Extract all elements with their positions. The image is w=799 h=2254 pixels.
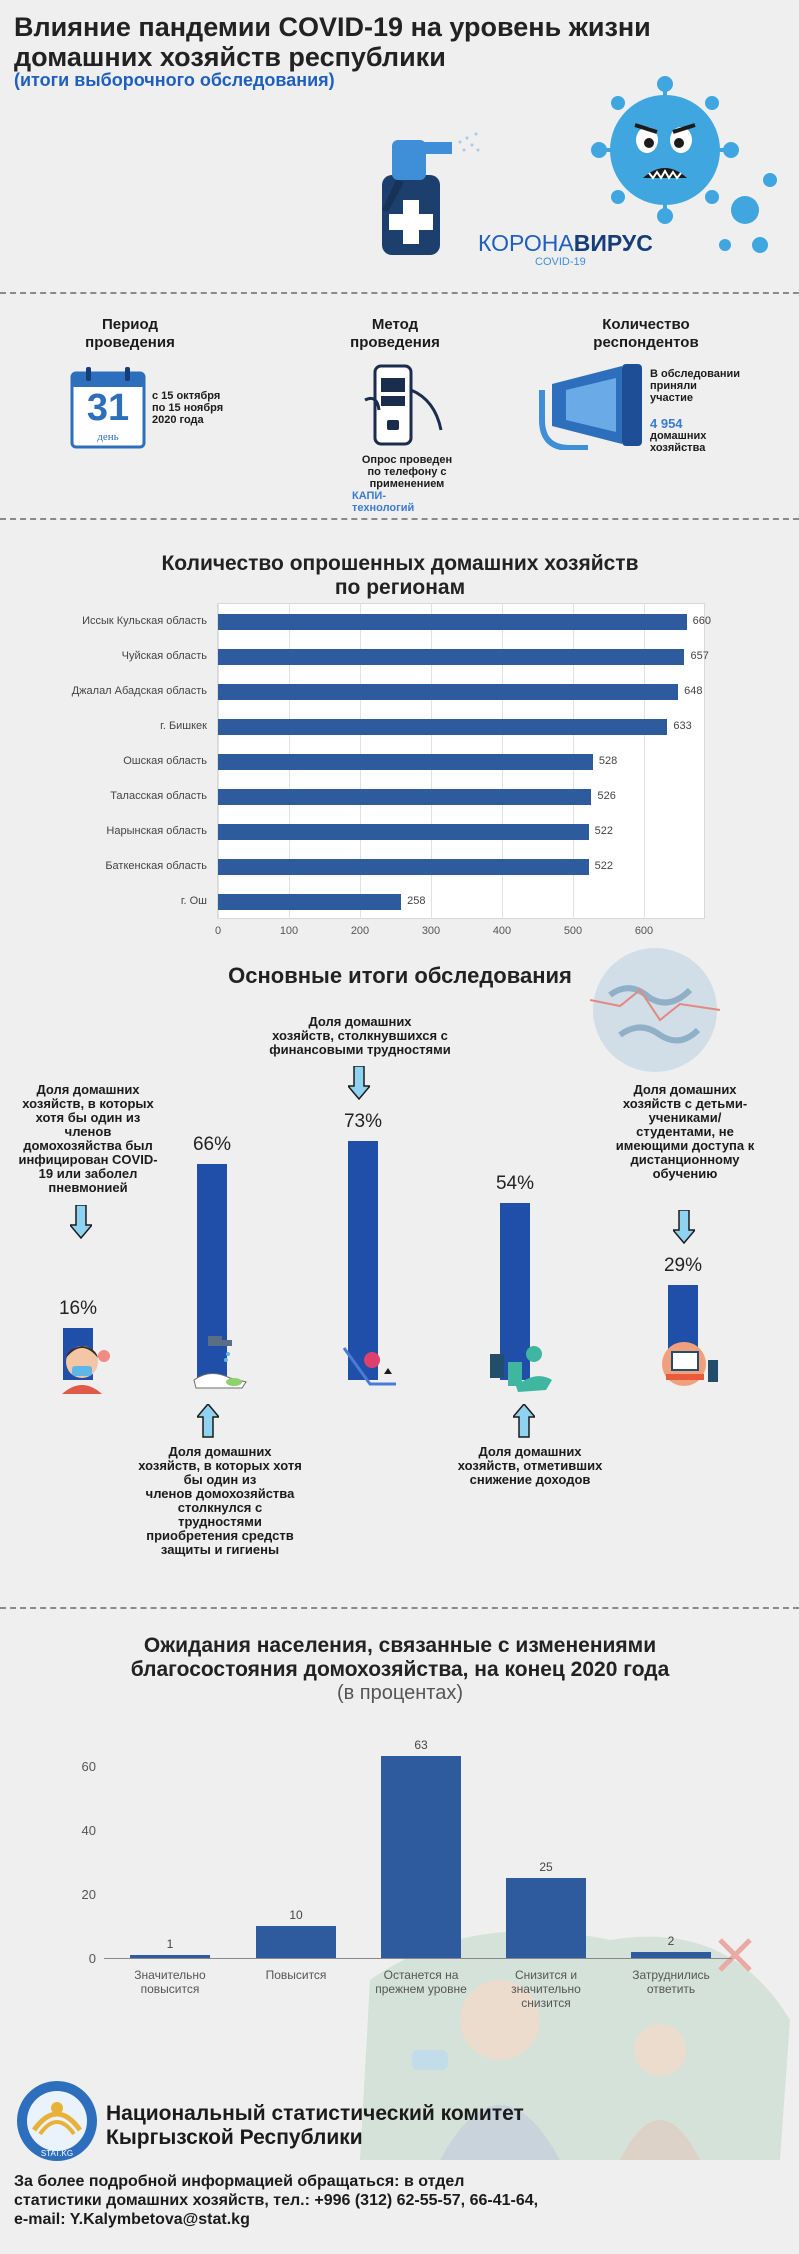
method-text: Опрос проведен по телефону с применением	[361, 454, 453, 490]
region-label: Баткенская область	[105, 860, 207, 872]
arrow-down-icon	[348, 1066, 370, 1100]
period-text: с 15 октября по 15 ноября 2020 года	[152, 390, 224, 426]
megaphone-icon	[538, 360, 648, 450]
expect-category: Затруднились ответить	[632, 1968, 710, 1996]
divider	[0, 292, 799, 294]
covid-logo-caption: COVID-19	[535, 256, 586, 268]
region-bar	[218, 789, 591, 805]
x-tick-label: 500	[563, 925, 583, 937]
region-bar	[218, 719, 667, 735]
method-title: Метод проведения	[350, 316, 440, 351]
region-label: Джалал Абадская область	[71, 685, 207, 697]
contact-line1: За более подробной информацией обращаться: в отдел	[14, 2173, 465, 2190]
region-value: 648	[684, 685, 703, 697]
expect-value: 25	[539, 1860, 553, 1874]
region-label: Нарынская область	[106, 825, 207, 837]
result-percent: 66%	[192, 1133, 232, 1155]
expect-chart-unit: (в процентах)	[336, 1682, 464, 1704]
x-tick-label: 400	[492, 925, 512, 937]
result-caption-4: Доля домашних хозяйств, отметивших снижение доходов	[457, 1444, 603, 1487]
result-percent: 29%	[663, 1254, 703, 1276]
region-bar	[218, 894, 401, 910]
emblem-text: STAT.KG	[40, 2149, 74, 2158]
region-bar	[218, 684, 678, 700]
x-tick-label: 600	[634, 925, 654, 937]
expect-bar	[506, 1878, 586, 1958]
page-title-line1: Влияние пандемии COVID-19 на уровень жизни	[14, 12, 651, 42]
region-bar	[218, 649, 684, 665]
sick-person-icon	[52, 1336, 112, 1396]
result-caption-3: Доля домашних хозяйств, столкнувшихся с финансовыми трудностями	[269, 1014, 451, 1057]
region-value: 258	[407, 895, 426, 907]
page-subtitle: (итоги выборочного обследования)	[14, 70, 335, 90]
y-tick-label: 60	[81, 1759, 96, 1774]
x-tick-label: 300	[421, 925, 441, 937]
respondents-suffix: домашних хозяйства	[650, 430, 707, 454]
x-tick-label: 100	[279, 925, 299, 937]
region-label: Таласская область	[110, 790, 207, 802]
result-percent: 54%	[495, 1172, 535, 1194]
result-caption-5: Доля домашних хозяйств с детьми- учениками/ студентами, не имеющими доступа к дистанционному обучению	[615, 1082, 755, 1181]
coins-hand-icon	[486, 1340, 556, 1392]
region-bar	[218, 824, 589, 840]
divider	[0, 518, 799, 520]
region-label: г. Ош	[180, 895, 207, 907]
arrow-up-icon	[513, 1404, 535, 1438]
region-label: Ошская область	[123, 755, 207, 767]
region-label: Иссык Кульская область	[82, 615, 207, 627]
region-label: Чуйская область	[121, 650, 207, 662]
region-bar	[218, 614, 687, 630]
region-value: 526	[597, 790, 616, 802]
virus-chart-icon	[340, 1344, 400, 1390]
period-title: Период проведения	[85, 316, 175, 351]
region-value: 522	[594, 860, 613, 872]
arrow-down-icon	[673, 1210, 695, 1244]
result-percent: 16%	[58, 1297, 98, 1319]
expect-value: 63	[414, 1738, 428, 1753]
expect-value: 2	[667, 1933, 675, 1948]
stat-emblem-logo	[14, 2078, 100, 2164]
region-value: 657	[690, 650, 709, 662]
online-learning-icon	[652, 1334, 722, 1390]
contact-line2: статистики домашних хозяйств, тел.: +996 (312) 62-55-57, 66-41-64,	[14, 2192, 539, 2209]
x-tick-label: 0	[214, 925, 222, 937]
y-tick-label: 20	[81, 1887, 96, 1902]
page-title-line2: домашних хозяйств республики	[14, 42, 446, 72]
respondents-number: 4 954	[650, 416, 683, 431]
result-caption-1: Доля домашних хозяйств, в которых хотя бы один из членов домохозяйства был инфицирован COVID- 19 или заболел пневмонией	[18, 1082, 158, 1195]
korona-virus-logo: КОРОНАВИРУС	[478, 230, 653, 256]
divider	[0, 1607, 799, 1609]
contact-line3[interactable]: e-mail: Y.Kalymbetova@stat.kg	[14, 2211, 250, 2228]
expect-chart-title: Ожидания населения, связанные с изменениями благосостояния домохозяйства, на конец 2020 года	[130, 1634, 670, 1681]
expect-bar	[130, 1955, 210, 1958]
respondents-text: В обследовании приняли участие	[650, 368, 741, 404]
expect-bar	[631, 1952, 711, 1958]
x-tick-label: 200	[350, 925, 370, 937]
spray-bottle-icon	[372, 120, 482, 260]
region-label: г. Бишкек	[160, 720, 207, 732]
arrow-up-icon	[197, 1404, 219, 1438]
expect-category: Останется на прежнем уровне	[375, 1968, 467, 1996]
region-bar	[218, 754, 593, 770]
x-axis-line	[104, 1958, 732, 1959]
calendar-number: 31	[86, 387, 130, 429]
regions-chart-title: Количество опрошенных домашних хозяйств по регионам	[161, 552, 639, 599]
y-tick-label: 40	[81, 1823, 96, 1838]
expect-category: Снизится и значительно снизится	[511, 1968, 581, 2010]
region-value: 528	[598, 755, 618, 767]
expect-category: Повысится	[265, 1968, 327, 1982]
expect-value: 1	[166, 1936, 174, 1951]
expect-value: 10	[289, 1908, 303, 1922]
expect-bar	[256, 1926, 336, 1958]
y-tick-label: 0	[88, 1951, 96, 1966]
expect-bar	[381, 1756, 461, 1958]
arrow-down-icon	[70, 1205, 92, 1239]
org-name-line2: Кыргызской Республики	[106, 2126, 363, 2149]
region-bar	[218, 859, 589, 875]
calendar-icon	[70, 365, 146, 449]
org-name-line1: Национальный статистический комитет	[106, 2102, 524, 2125]
result-caption-2: Доля домашних хозяйств, в которых хотя бы один из членов домохозяйства столкнулся с трудностями приобретения средств защиты и гигиены	[138, 1444, 302, 1557]
expect-category: Значительно повысится	[134, 1968, 206, 1996]
region-value: 633	[673, 720, 692, 732]
result-percent: 73%	[343, 1110, 383, 1132]
results-title: Основные итоги обследования	[228, 963, 572, 988]
region-value: 522	[594, 825, 613, 837]
globe-virus-icon	[580, 940, 730, 1080]
respondents-title: Количество респондентов	[593, 316, 699, 351]
region-value: 660	[692, 615, 711, 627]
method-highlight: КАПИ- технологий	[352, 490, 415, 514]
hand-washing-icon	[190, 1330, 250, 1390]
phone-icon	[355, 360, 445, 452]
calendar-word: день	[97, 431, 119, 443]
